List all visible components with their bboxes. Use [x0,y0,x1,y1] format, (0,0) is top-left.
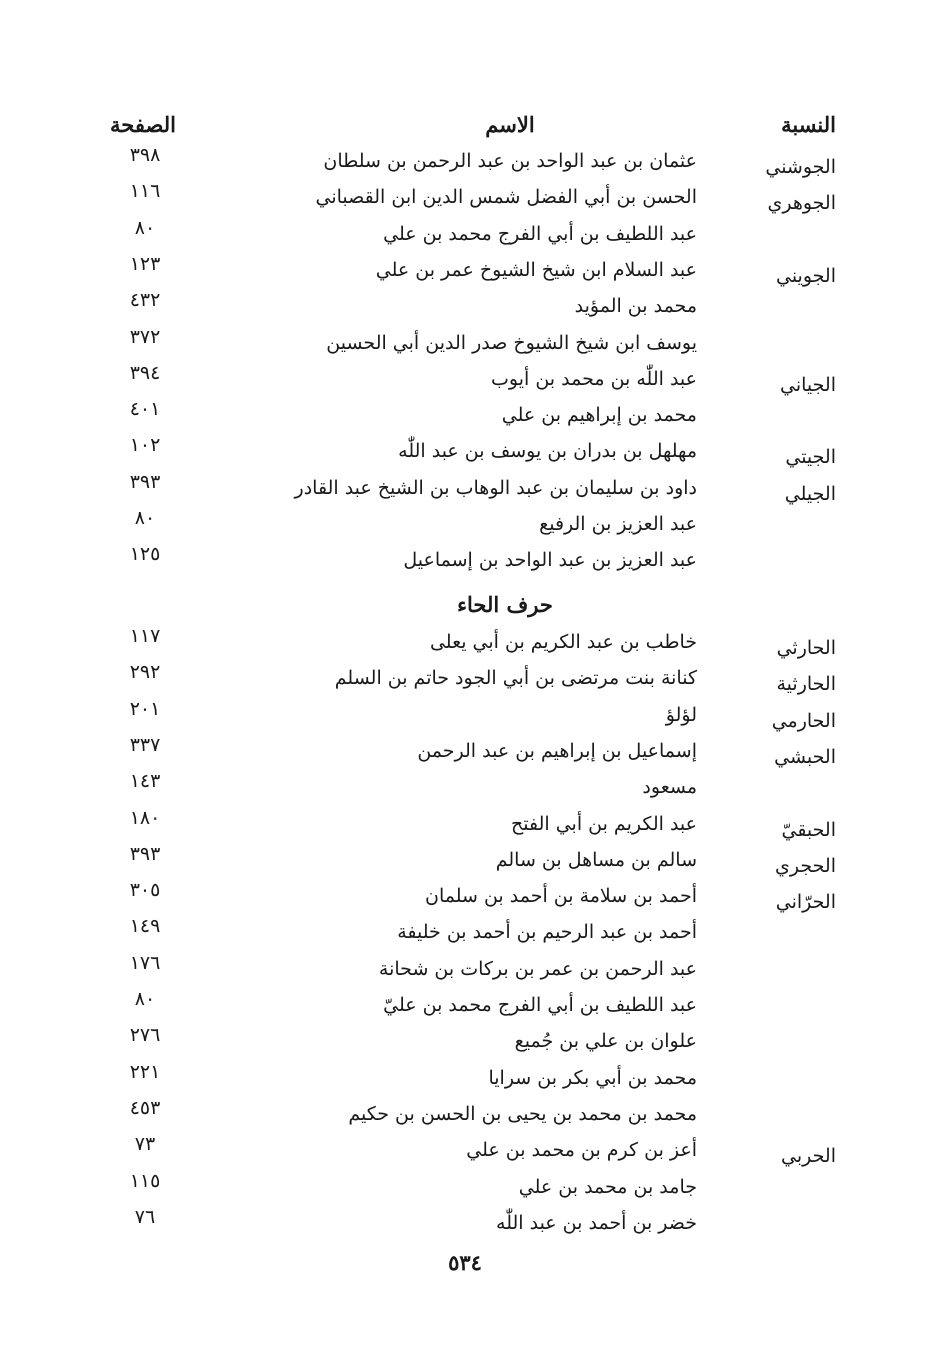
name-cell: عثمان بن عبد الواحد بن عبد الرحمن بن سلطان [323,150,697,172]
nisba-cell: الجيلي [784,482,836,505]
page-cell: ١٢٣ [129,252,161,275]
page-cell: ٨٠ [134,507,156,529]
page-cell: ٨٠ [134,216,156,239]
nisba-cell: الحارثي [776,637,836,659]
name-cell: عبد الكريم بن أبي الفتح [510,812,697,835]
page-number: ٥٣٤ [448,1250,482,1275]
page-cell: ٣٧٢ [129,325,161,348]
index-row [0,543,940,585]
name-cell: أحمد بن عبد الرحيم بن أحمد بن خليفة [397,921,697,944]
index-row [0,1205,940,1248]
page-cell: ١١٧ [129,625,161,647]
name-cell: أحمد بن سلامة بن أحمد بن سلمان [424,885,697,908]
nisba-cell: الحبقيّ [781,818,836,841]
page-cell: ٨٠ [134,988,156,1010]
name-cell: إسماعيل بن إبراهيم بن عبد الرحمن [417,739,697,762]
page-cell: ١٤٣ [129,770,161,793]
name-cell: لؤلؤ [665,703,697,726]
nisba-cell: الجوشني [765,156,836,178]
page-cell: ٧٣ [134,1133,156,1156]
nisba-cell: الحربي [781,1145,836,1168]
page-cell: ٢٧٦ [129,1024,161,1047]
name-cell: جامد بن محمد بن علي [518,1175,697,1198]
nisba-cell: الجيتي [785,446,836,469]
name-cell: عبد اللطيف بن أبي الفرج محمد بن عليّ [383,994,697,1016]
name-cell: أعز بن كرم بن محمد بن علي [466,1139,697,1162]
page-cell: ٤٠١ [129,398,161,421]
page-cell: ٣٩٤ [129,361,161,384]
name-cell: يوسف ابن شيخ الشيوخ صدر الدين أبي الحسين [326,331,697,354]
page-cell: ٤٥٣ [129,1096,161,1119]
page-cell: ١٤٩ [129,915,161,938]
page-cell: ٣٣٧ [129,733,161,756]
header-nisba: النسبة [781,112,836,137]
page-cell: ١١٦ [129,180,161,203]
page-cell: ٣٠٥ [129,879,161,902]
name-cell: عبد السلام ابن شيخ الشيوخ عمر بن علي [375,258,697,281]
page-cell: ٢٩٢ [129,661,161,684]
nisba-cell: الحجري [775,854,836,877]
page-cell: ٢٠١ [129,697,161,720]
nisba-cell: الحبشي [774,745,836,768]
nisba-cell: الجياني [780,373,836,396]
name-cell: عبد اللطيف بن أبي الفرج محمد بن علي [383,222,697,245]
nisba-cell: الحارمي [771,709,836,732]
nisba-cell: الحرّاني [775,891,836,914]
page-cell: ١٠٢ [129,434,161,457]
name-cell: خضر بن أحمد بن عبد اللّٰه [496,1211,697,1234]
nisba-cell: الحارثية [776,673,836,696]
name-cell: محمد بن إبراهيم بن علي [501,404,697,427]
page-cell: ٧٦ [134,1205,156,1228]
header-page: الصفحة [110,112,176,137]
section-title: حرف الحاء [457,592,553,617]
name-cell: سالم بن مساهل بن سالم [495,848,697,871]
name-cell: محمد بن أبي بكر بن سرايا [488,1066,697,1089]
name-cell: خاطب بن عبد الكريم بن أبي يعلى [429,631,697,653]
name-cell: محمد بن المؤيد [574,295,697,318]
page-cell: ٣٩٣ [129,842,161,865]
name-cell: عبد اللّٰه بن محمد بن أيوب [491,367,697,390]
name-cell: الحسن بن أبي الفضل شمس الدين ابن القصباني [315,186,697,209]
page-cell: ٢٢١ [129,1060,161,1083]
name-cell: عبد العزيز بن عبد الواحد بن إسماعيل [403,549,697,572]
page-cell: ٣٩٨ [129,144,161,166]
page-cell: ٣٩٣ [129,470,161,493]
name-cell: كنانة بنت مرتضى بن أبي الجود حاتم بن السلم [334,667,697,690]
name-cell: عبد الرحمن بن عمر بن بركات بن شحانة [378,957,697,980]
header-name: الاسم [485,112,535,137]
page-cell: ١٢٥ [129,543,161,566]
page-cell: ١٧٦ [129,951,161,974]
name-cell: داود بن سليمان بن عبد الوهاب بن الشيخ عبد القادر [294,476,697,499]
name-cell: مسعود [642,776,697,799]
name-cell: علوان بن علي بن جُميع [514,1030,697,1053]
page-cell: ٤٣٢ [129,289,161,312]
name-cell: مهلهل بن بدران بن يوسف بن عبد اللّٰه [398,440,697,463]
page-cell: ١١٥ [129,1169,161,1192]
page-cell: ١٨٠ [129,806,161,829]
nisba-cell: الجويني [775,264,836,287]
name-cell: عبد العزيز بن الرفيع [539,513,697,535]
nisba-cell: الجوهري [767,192,836,215]
name-cell: محمد بن محمد بن يحيى بن الحسن بن حكيم [348,1102,697,1125]
